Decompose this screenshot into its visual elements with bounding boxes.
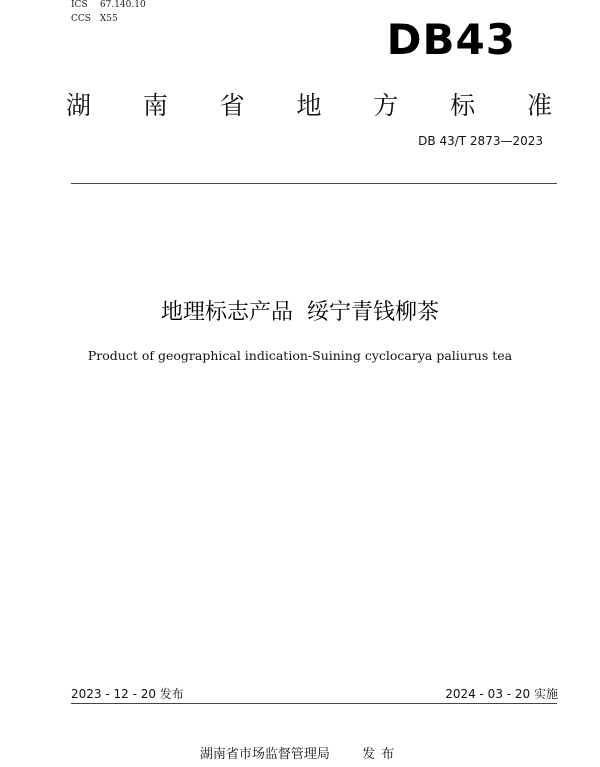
standard-type-char: 湖 [66,91,92,120]
issuer-line [0,743,600,762]
ics-code: 67.140.10 [99,0,146,10]
ccs-code-line [71,14,118,24]
title-chinese: 地理标志产品 绥宁青钱柳茶 [161,300,439,325]
ics-code-line [71,0,146,10]
standard-type-heading [66,86,552,122]
ccs-code: X55 [99,14,118,24]
standard-type-char: 省 [219,91,245,120]
implement-date: 2024 - 03 - 20 实施 [445,687,558,701]
issuer-action: 发布 [362,747,401,762]
ccs-label: CCS [71,14,91,24]
title-english: Product of geographical indication-Suining cyclocarya paliurus tea [87,348,513,363]
ics-label: ICS [71,0,88,10]
db-mark: DB43 [386,15,516,64]
issuer-name: 湖南省市场监督管理局 [199,747,330,762]
top-divider [71,183,557,184]
bottom-divider [71,703,557,704]
standard-type-char: 南 [142,91,168,120]
standard-type-char: 准 [526,91,552,120]
publish-date: 2023 - 12 - 20 发布 [71,687,184,701]
standard-type-char: 方 [373,91,399,120]
standard-type-char: 地 [296,91,322,120]
standard-number: DB 43/T 2873—2023 [418,134,543,148]
standard-type-char: 标 [450,91,476,120]
